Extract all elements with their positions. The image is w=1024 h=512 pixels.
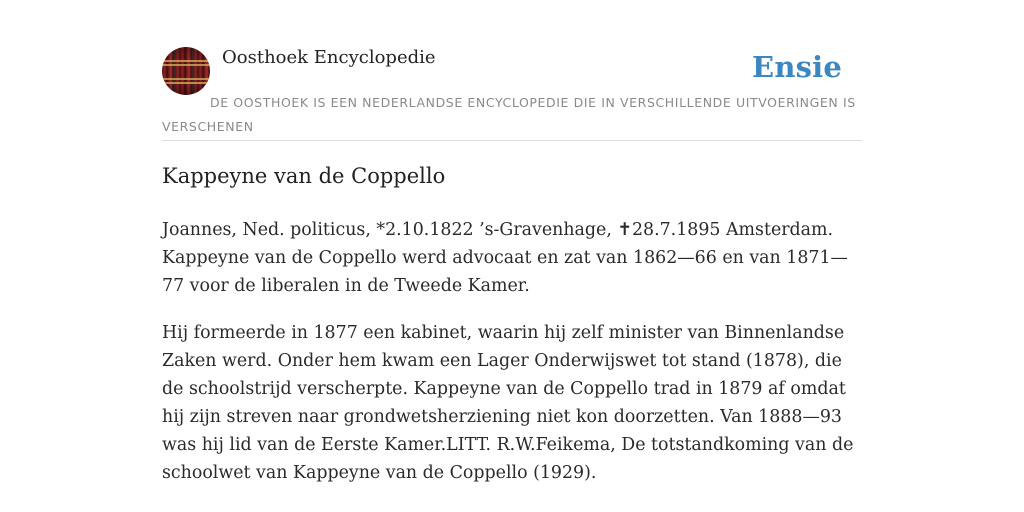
site-name-link[interactable]: Oosthoek Encyclopedie [222, 47, 436, 68]
article-title: Kappeyne van de Coppello [162, 164, 446, 188]
site-tagline: DE OOSTHOEK IS EEN NEDERLANDSE ENCYCLOPEDIE DIE IN VERSCHILLENDE UITVOERINGEN IS VERSCHENEN [162, 95, 856, 134]
article-paragraph: Joannes, Ned. politicus, *2.10.1822 ’s-Gravenhage, ✝28.7.1895 Amsterdam. Kappeyne van de Coppello werd advocaat en zat van 1862—66 en van 1871—77 voor de liberalen in de Tweede Kamer. [162, 220, 848, 296]
site-header [162, 44, 862, 141]
article-body [162, 216, 862, 506]
book-spines-icon[interactable] [162, 47, 210, 95]
ensie-logo[interactable]: Ensie [752, 50, 842, 84]
article-paragraph: Hij formeerde in 1877 een kabinet, waarin hij zelf minister van Binnenlandse Zaken werd. Onder hem kwam een Lager Onderwijswet tot stand (1878), die de schoolstrijd verscherpte. Kappeyne van de Coppello trad in 1879 af omdat hij zijn streven naar grondwetsherziening niet kon doorzetten. Van 1888—93 was hij lid van de Eerste Kamer.LITT. R.W.Feikema, De totstandkoming van de schoolwet van Kappeyne van de Coppello (1929). [162, 323, 854, 483]
